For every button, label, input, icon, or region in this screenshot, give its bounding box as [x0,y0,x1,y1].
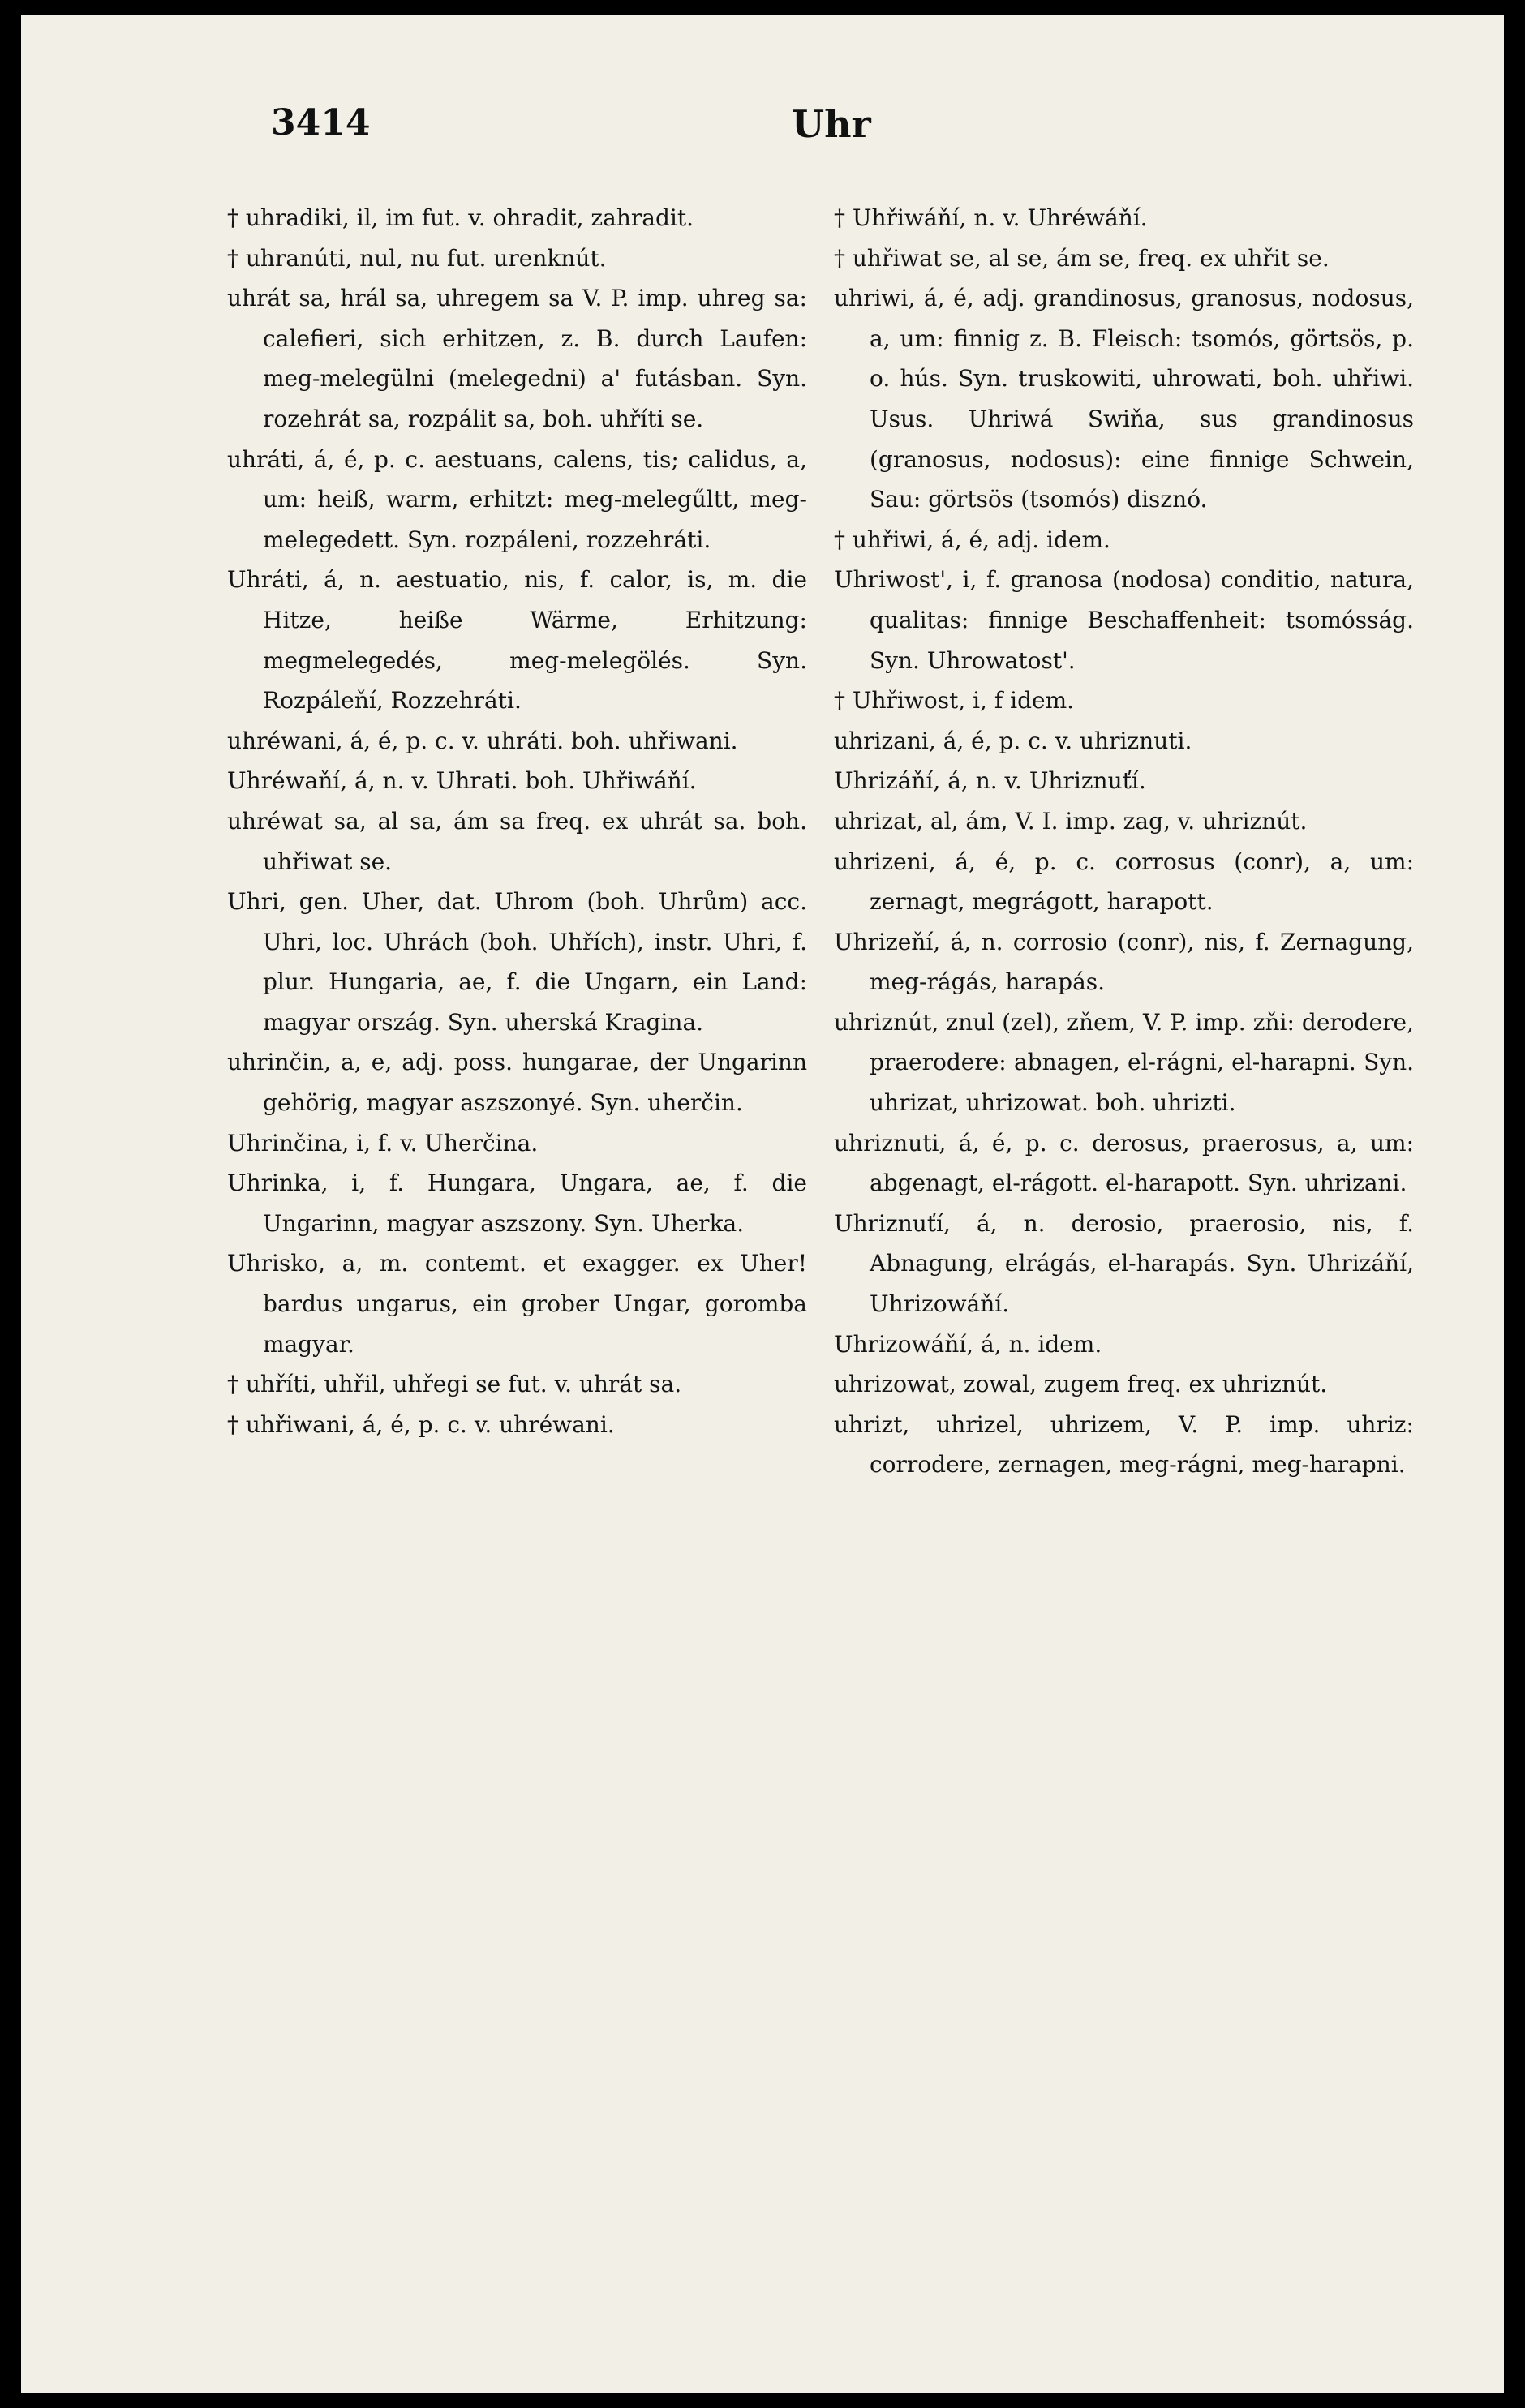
dictionary-entry: uhréwat sa, al sa, ám sa freq. ex uhrát sa. boh. uhřiwat se. [227,807,807,875]
dictionary-entry: Uhrizowáňí, á, n. idem. [834,1330,1102,1358]
dictionary-entry: Uhri, gen. Uher, dat. Uhrom (boh. Uhrům) acc. Uhri, loc. Uhrách (boh. Uhřích), instr. Uhri, f. plur. Hungaria, ae, f. die Ungarn, ein Land: magyar ország. Syn. uherská Kragina. [227,888,807,1036]
dictionary-entry: † Uhřiwost, i, f idem. [834,687,1075,715]
dictionary-entry: uhréwani, á, é, p. c. v. uhráti. boh. uhřiwani. [227,727,738,754]
dictionary-entry: Uhréwaňí, á, n. v. Uhrati. boh. Uhřiwáňí. [227,767,697,795]
dictionary-entry: uhriznút, znul (zel), zňem, V. P. imp. zňi: derodere, praerodere: abnagen, el-rágni, el-harapni. Syn. uhrizat, uhrizowat. boh. uhrizti. [834,1008,1414,1117]
right-column [834,198,1414,2347]
dictionary-entry: † uhřiwani, á, é, p. c. v. uhréwani. [227,1410,615,1438]
dictionary-entry: uhriznuti, á, é, p. c. derosus, praerosus, a, um: abgenagt, el-rágott. el-harapott. Syn. uhrizani. [834,1129,1414,1197]
dictionary-entry: Uhrinčina, i, f. v. Uherčina. [227,1129,539,1157]
dictionary-entry: uhriwi, á, é, adj. grandinosus, granosus, nodosus, a, um: finnig z. B. Fleisch: tsomós, görtsös, p. o. hús. Syn. truskowiti, uhrowati, boh. uhřiwi. Usus. Uhriwá Swiňa, sus grandinosus (granosus, nodosus): eine finnige Schwein, Sau: görtsös (tsomós) disznó. [834,285,1414,513]
page-header [21,15,1504,193]
dictionary-entry: Uhrizeňí, á, n. corrosio (conr), nis, f. Zernagung, meg-rágás, harapás. [834,928,1414,996]
running-head: Uhr [792,102,871,146]
dictionary-entry: uhrát sa, hrál sa, uhregem sa V. P. imp. uhreg sa: calefieri, sich erhitzen, z. B. durch Laufen: meg-melegülni (melegedni) a' futásban. Syn. rozehrát sa, rozpálit sa, boh. uhříti se. [227,285,807,432]
dictionary-entry: uhrizeni, á, é, p. c. corrosus (conr), a, um: zernagt, megrágott, harapott. [834,848,1414,916]
dictionary-entry: uhrinčin, a, e, adj. poss. hungarae, der Ungarinn gehörig, magyar aszszonyé. Syn. uherčin. [227,1049,807,1117]
dictionary-entry: uhrizat, al, ám, V. I. imp. zag, v. uhriznút. [834,807,1308,835]
dictionary-entry: Uhriwost', i, f. granosa (nodosa) conditio, natura, qualitas: finnige Beschaffenheit: tsomósság. Syn. Uhrowatost'. [834,566,1414,674]
dictionary-entry: Uhrisko, a, m. contemt. et exagger. ex Uher! bardus ungarus, ein grober Ungar, goromba magyar. [227,1250,807,1358]
dictionary-entry: † uhříti, uhřil, uhřegi se fut. v. uhrát sa. [227,1371,682,1398]
dictionary-entry: † uhřiwat se, al se, ám se, freq. ex uhřit se. [834,244,1330,272]
dictionary-entry: † Uhřiwáňí, n. v. Uhréwáňí. [834,204,1148,231]
dictionary-entry: Uhriznuťí, á, n. derosio, praerosio, nis, f. Abnagung, elrágás, el-harapás. Syn. Uhrizáňí, Uhrizowáňí. [834,1209,1414,1318]
page-number: 3414 [271,102,371,144]
dictionary-entry: Uhrizáňí, á, n. v. Uhriznuťí. [834,767,1146,795]
dictionary-entry: † uhranúti, nul, nu fut. urenknút. [227,244,607,272]
dictionary-entry: † uhradiki, il, im fut. v. ohradit, zahradit. [227,204,694,231]
dictionary-entry: Uhráti, á, n. aestuatio, nis, f. calor, is, m. die Hitze, heiße Wärme, Erhitzung: megmelegedés, meg-melegölés. Syn. Rozpáleňí, Rozzehráti. [227,566,807,715]
left-column [227,198,807,2347]
dictionary-entry: uhrizowat, zowal, zugem freq. ex uhriznút. [834,1371,1328,1398]
dictionary-entry: uhrizani, á, é, p. c. v. uhriznuti. [834,727,1192,754]
dictionary-entry: uhráti, á, é, p. c. aestuans, calens, tis; calidus, a, um: heiß, warm, erhitzt: meg-melegűltt, meg-melegedett. Syn. rozpáleni, rozzehráti. [227,445,807,553]
dictionary-entry: Uhrinka, i, f. Hungara, Ungara, ae, f. die Ungarinn, magyar aszszony. Syn. Uherka. [227,1170,807,1237]
dictionary-entry: † uhřiwi, á, é, adj. idem. [834,526,1110,553]
dictionary-entry: uhrizt, uhrizel, uhrizem, V. P. imp. uhriz: corrodere, zernagen, meg-rágni, meg-harapni. [834,1410,1414,1479]
dictionary-page [21,15,1504,2393]
